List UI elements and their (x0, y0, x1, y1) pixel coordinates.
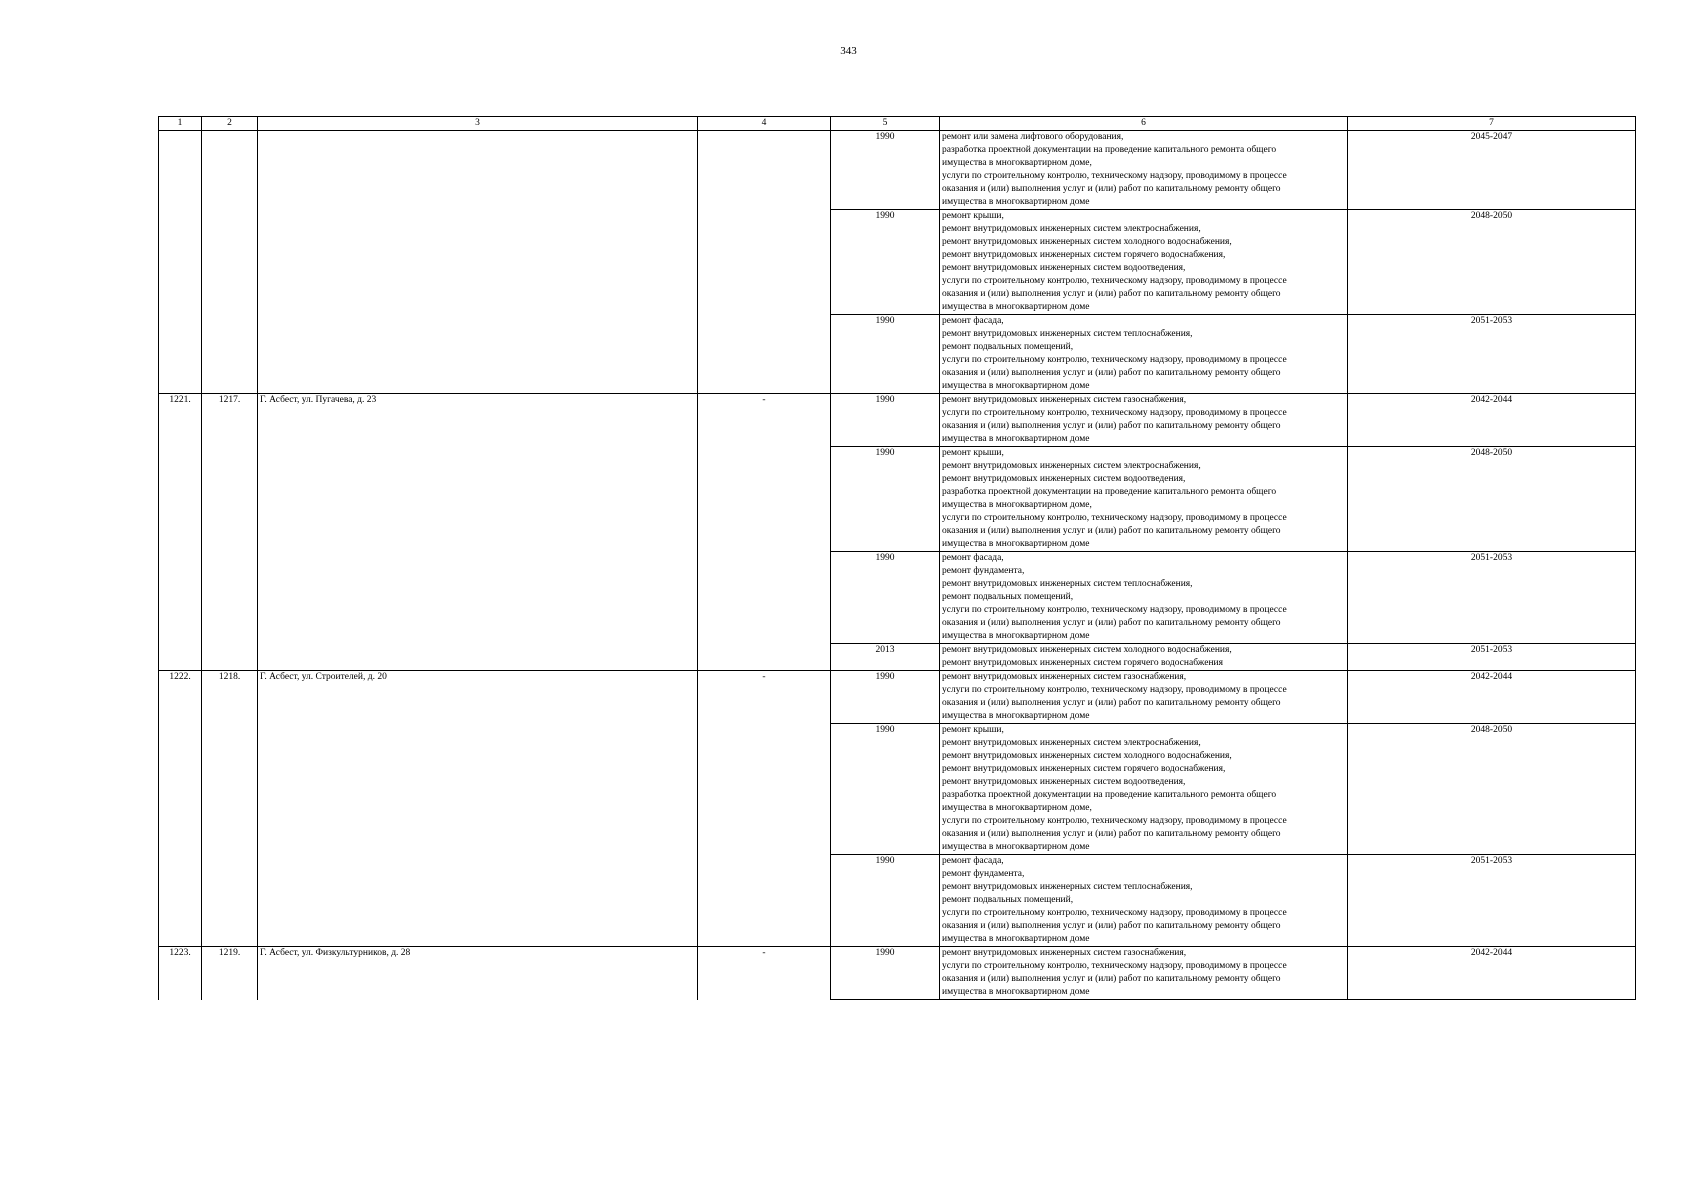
works-cell: ремонт внутридомовых инженерных систем газоснабжения, услуги по строительному контролю, техническому надзору, проводимому в процессе оказания и (или) выполнения услуг и (или) работ по капитальному ремонту общего имущества в многоквартирном доме (940, 947, 1348, 1000)
row-number: 1223. (159, 947, 202, 1000)
column-header: 2 (202, 117, 258, 131)
year-cell: 1990 (831, 315, 940, 394)
house-address: Г. Асбест, ул. Физкультурников, д. 28 (258, 947, 698, 1000)
period-cell: 2045-2047 (1348, 131, 1636, 210)
year-cell: 1990 (831, 552, 940, 644)
row-number (159, 131, 202, 394)
table-row (159, 131, 1636, 210)
column-header: 5 (831, 117, 940, 131)
works-cell: ремонт фасада, ремонт фундамента, ремонт внутридомовых инженерных систем теплоснабжения, ремонт подвальных помещений, услуги по строительному контролю, техническому надзору, проводимому в процессе оказания и (или) выполнения услуг и (или) работ по капитальному ремонту общего имущества в многоквартирном доме (940, 552, 1348, 644)
period-cell: 2048-2050 (1348, 210, 1636, 315)
page-number: 343 (840, 45, 857, 57)
period-cell: 2042-2044 (1348, 394, 1636, 447)
works-cell: ремонт внутридомовых инженерных систем газоснабжения, услуги по строительному контролю, техническому надзору, проводимому в процессе оказания и (или) выполнения услуг и (или) работ по капитальному ремонту общего имущества в многоквартирном доме (940, 394, 1348, 447)
table-row (159, 947, 1636, 1000)
table-header-row (159, 117, 1636, 131)
house-address: Г. Асбест, ул. Пугачева, д. 23 (258, 394, 698, 671)
house-id: 1217. (202, 394, 258, 671)
period-cell: 2051-2053 (1348, 644, 1636, 671)
period-cell: 2051-2053 (1348, 552, 1636, 644)
row-number: 1221. (159, 394, 202, 671)
repair-schedule-table (158, 116, 1636, 1000)
year-cell: 1990 (831, 210, 940, 315)
column-4-value: - (698, 394, 831, 671)
table-row (159, 671, 1636, 724)
works-cell: ремонт фасада, ремонт внутридомовых инженерных систем теплоснабжения, ремонт подвальных помещений, услуги по строительному контролю, техническому надзору, проводимому в процессе оказания и (или) выполнения услуг и (или) работ по капитальному ремонту общего имущества в многоквартирном доме (940, 315, 1348, 394)
works-cell: ремонт внутридомовых инженерных систем газоснабжения, услуги по строительному контролю, техническому надзору, проводимому в процессе оказания и (или) выполнения услуг и (или) работ по капитальному ремонту общего имущества в многоквартирном доме (940, 671, 1348, 724)
row-number: 1222. (159, 671, 202, 947)
year-cell: 1990 (831, 131, 940, 210)
works-cell: ремонт крыши, ремонт внутридомовых инженерных систем электроснабжения, ремонт внутридомовых инженерных систем водоотведения, разработка проектной документации на проведение капитального ремонта общего имущества в многоквартирном доме, услуги по строительному контролю, техническому надзору, проводимому в процессе оказания и (или) выполнения услуг и (или) работ по капитальному ремонту общего имущества в многоквартирном доме (940, 447, 1348, 552)
year-cell: 1990 (831, 855, 940, 947)
table-body (159, 117, 1636, 1000)
year-cell: 1990 (831, 724, 940, 855)
year-cell: 1990 (831, 947, 940, 1000)
table-row (159, 394, 1636, 447)
period-cell: 2051-2053 (1348, 315, 1636, 394)
year-cell: 1990 (831, 671, 940, 724)
house-id: 1218. (202, 671, 258, 947)
works-cell: ремонт крыши, ремонт внутридомовых инженерных систем электроснабжения, ремонт внутридомовых инженерных систем холодного водоснабжения, ремонт внутридомовых инженерных систем горячего водоснабжения, ремонт внутридомовых инженерных систем водоотведения, разработка проектной документации на проведение капитального ремонта общего имущества в многоквартирном доме, услуги по строительному контролю, техническому надзору, проводимому в процессе оказания и (или) выполнения услуг и (или) работ по капитальному ремонту общего имущества в многоквартирном доме (940, 724, 1348, 855)
works-cell: ремонт внутридомовых инженерных систем холодного водоснабжения, ремонт внутридомовых инженерных систем горячего водоснабжения (940, 644, 1348, 671)
period-cell: 2048-2050 (1348, 724, 1636, 855)
year-cell: 2013 (831, 644, 940, 671)
column-4-value: - (698, 671, 831, 947)
column-header: 6 (940, 117, 1348, 131)
column-4-value: - (698, 947, 831, 1000)
house-id: 1219. (202, 947, 258, 1000)
works-cell: ремонт или замена лифтового оборудования, разработка проектной документации на проведение капитального ремонта общего имущества в многоквартирном доме, услуги по строительному контролю, техническому надзору, проводимому в процессе оказания и (или) выполнения услуг и (или) работ по капитальному ремонту общего имущества в многоквартирном доме (940, 131, 1348, 210)
period-cell: 2051-2053 (1348, 855, 1636, 947)
column-header: 4 (698, 117, 831, 131)
column-header: 3 (258, 117, 698, 131)
column-header: 7 (1348, 117, 1636, 131)
works-cell: ремонт крыши, ремонт внутридомовых инженерных систем электроснабжения, ремонт внутридомовых инженерных систем холодного водоснабжения, ремонт внутридомовых инженерных систем горячего водоснабжения, ремонт внутридомовых инженерных систем водоотведения, услуги по строительному контролю, техническому надзору, проводимому в процессе оказания и (или) выполнения услуг и (или) работ по капитальному ремонту общего имущества в многоквартирном доме (940, 210, 1348, 315)
period-cell: 2048-2050 (1348, 447, 1636, 552)
column-4-value (698, 131, 831, 394)
period-cell: 2042-2044 (1348, 671, 1636, 724)
column-header: 1 (159, 117, 202, 131)
period-cell: 2042-2044 (1348, 947, 1636, 1000)
house-address: Г. Асбест, ул. Строителей, д. 20 (258, 671, 698, 947)
works-cell: ремонт фасада, ремонт фундамента, ремонт внутридомовых инженерных систем теплоснабжения, ремонт подвальных помещений, услуги по строительному контролю, техническому надзору, проводимому в процессе оказания и (или) выполнения услуг и (или) работ по капитальному ремонту общего имущества в многоквартирном доме (940, 855, 1348, 947)
house-id (202, 131, 258, 394)
year-cell: 1990 (831, 447, 940, 552)
year-cell: 1990 (831, 394, 940, 447)
house-address (258, 131, 698, 394)
